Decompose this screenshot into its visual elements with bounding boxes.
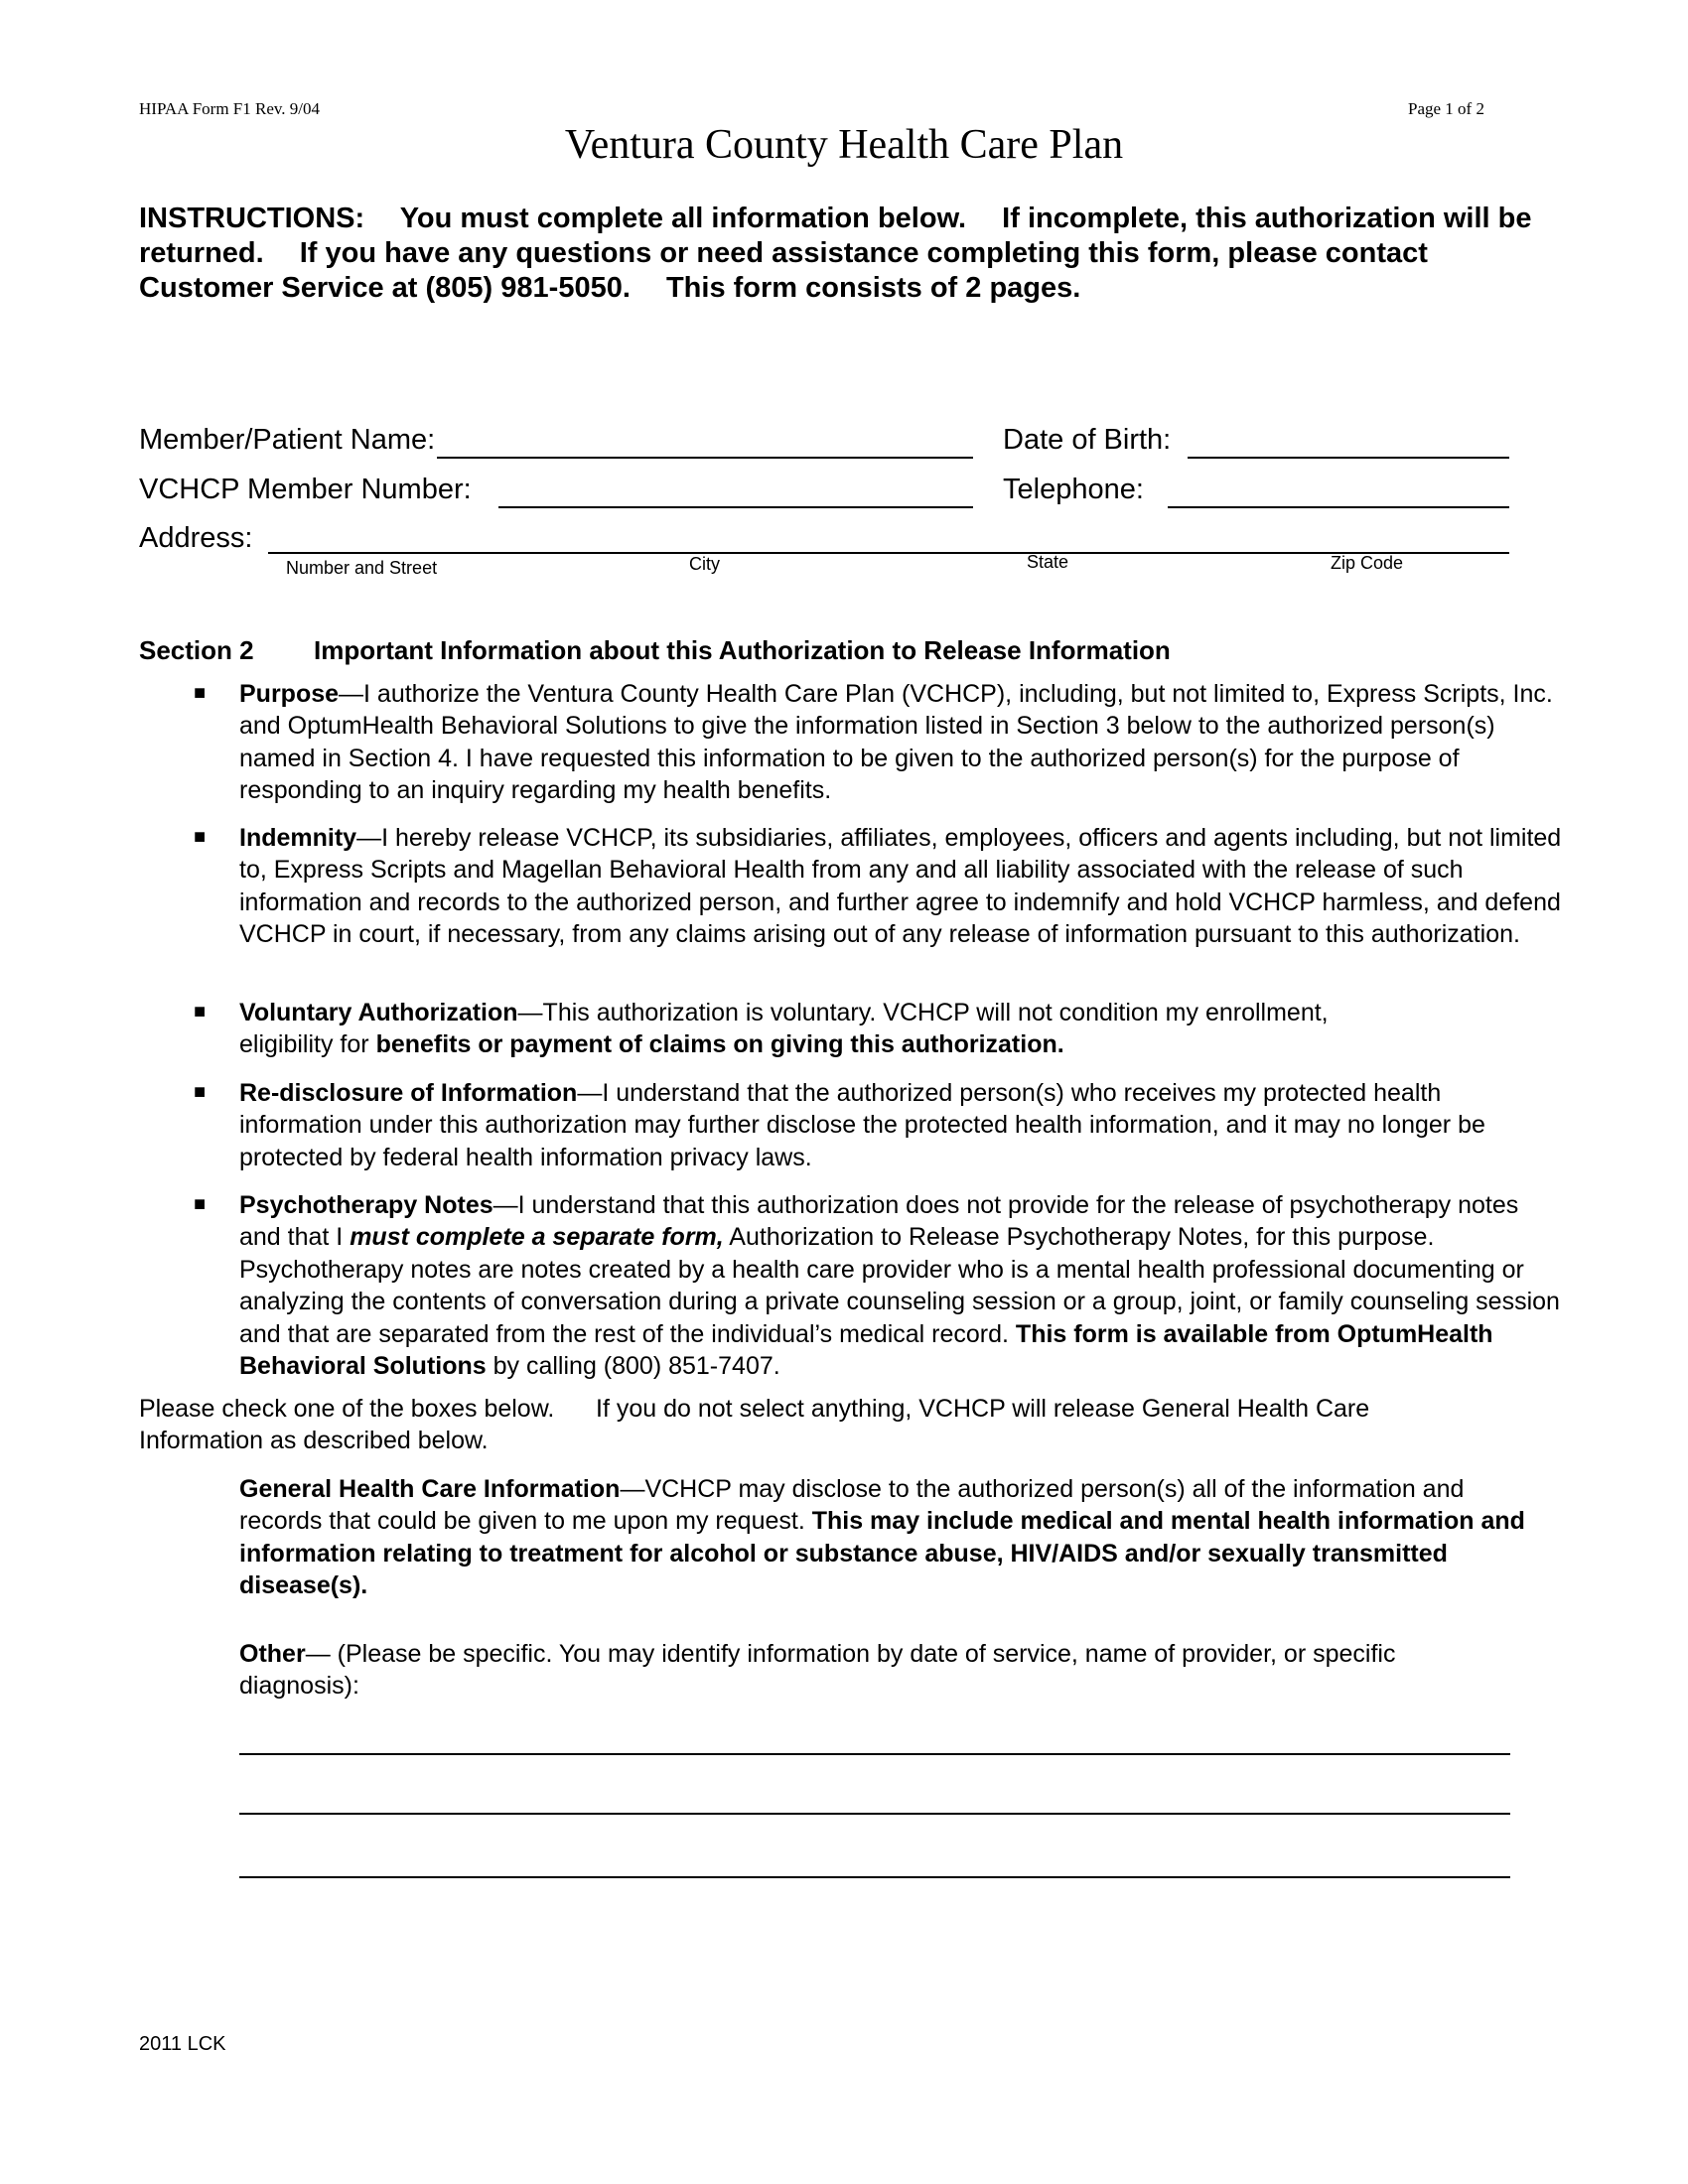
address-label: Address: xyxy=(139,522,253,554)
address-field[interactable] xyxy=(268,522,1509,554)
check-instruction-2: If you do not select anything, VCHCP will release General Health Care Information as described below. xyxy=(139,1395,1370,1455)
psychotherapy-text-2: Authorization to Release Psychotherapy Notes, for this purpose. Psychotherapy notes are notes created by a health care provider who is a mental health professional documenting or analyzing the contents of conversation during a private counseling session or a group, joint, or family counseling session and that are separated from the rest of the individual’s medical record. xyxy=(239,1223,1560,1348)
telephone-label: Telephone: xyxy=(1003,474,1144,505)
telephone-field[interactable] xyxy=(1168,475,1509,508)
check-instruction xyxy=(139,1393,1430,1457)
member-number-label: VCHCP Member Number: xyxy=(139,474,472,505)
psychotherapy-text-3: by calling (800) 851-7407. xyxy=(486,1352,780,1381)
voluntary-heading: Voluntary Authorization xyxy=(239,999,518,1026)
purpose-heading: Purpose xyxy=(239,680,340,708)
footer-code: 2011 LCK xyxy=(139,2033,226,2055)
general-info-heading: General Health Care Information xyxy=(239,1475,621,1503)
check-instruction-1: Please check one of the boxes below. xyxy=(139,1395,555,1423)
bullet-redisclosure xyxy=(194,1077,1564,1173)
purpose-text: —I authorize the Ventura County Health Care Plan (VCHCP), including, but not limited to, Express Scripts, Inc. and OptumHealth Behavioral Solutions to give the information listed in Section 3 below to the authorized person(s) named in Section 4. I have requested this information to be given to the authorized person(s) for the purpose of responding to an inquiry regarding my health benefits. xyxy=(239,680,1553,805)
instructions-sentence-1: You must complete all information below. xyxy=(399,203,967,234)
instructions-sentence-2: If incomplete, this authorization will be returned. xyxy=(139,203,1532,269)
page-number: Page 1 of 2 xyxy=(1408,99,1484,118)
bullet-square-icon: ■ xyxy=(194,1081,207,1103)
psychotherapy-separate-form: must complete a separate form, xyxy=(350,1223,724,1252)
section-2-heading xyxy=(139,635,1171,666)
other-option xyxy=(239,1638,1480,1703)
member-number-field[interactable] xyxy=(498,475,973,508)
voluntary-bold-text: benefits or payment of claims on giving this authorization. xyxy=(375,1030,1064,1059)
bullet-indemnity xyxy=(194,822,1564,951)
redisclosure-text: —I understand that the authorized person(s) who receives my protected health information under this authorization may further disclose the protected health information, and it may no longer be protected by federal health information privacy laws. xyxy=(239,1079,1485,1171)
instructions xyxy=(139,202,1559,306)
psychotherapy-text-1: —I understand that this authorization does not provide for the release of psychotherapy notes and that I xyxy=(239,1191,1519,1252)
address-city-caption: City xyxy=(689,554,720,574)
bullet-square-icon: ■ xyxy=(194,1001,207,1023)
member-name-label: Member/Patient Name: xyxy=(139,424,436,456)
instructions-sentence-3: If you have any questions or need assistance completing this form, please contact Customer Service at (805) 981-5050. xyxy=(139,237,1428,304)
indemnity-text: —I hereby release VCHCP, its subsidiaries, affiliates, employees, officers and agents including, but not limited to, Express Scripts and Magellan Behavioral Health from any and all liability associated with the release of such information and records to the authorized person, and further agree to indemnify and hold VCHCP harmless, and defend VCHCP in court, if necessary, from any claims arising out of any release of information pursuant to this authorization. xyxy=(239,824,1562,949)
instructions-label: INSTRUCTIONS: xyxy=(139,203,365,234)
bullet-square-icon: ■ xyxy=(194,1193,207,1215)
other-heading: Other xyxy=(239,1640,306,1668)
member-name-field[interactable] xyxy=(437,425,973,459)
other-specify-line-1[interactable] xyxy=(239,1727,1510,1755)
page-title: Ventura County Health Care Plan xyxy=(564,122,1124,168)
voluntary-text: —This authorization is voluntary. VCHCP will not condition my enrollment, eligibility for xyxy=(239,999,1329,1059)
dob-field[interactable] xyxy=(1188,425,1509,459)
section-2-number: Section 2 xyxy=(139,635,254,665)
other-specify-line-3[interactable] xyxy=(239,1850,1510,1878)
section-2-title: Important Information about this Authorization to Release Information xyxy=(314,635,1171,665)
redisclosure-heading: Re-disclosure of Information xyxy=(239,1079,578,1107)
bullet-purpose xyxy=(194,678,1564,807)
general-health-care-option xyxy=(239,1473,1540,1602)
address-zip-caption: Zip Code xyxy=(1331,553,1404,573)
bullet-psychotherapy xyxy=(194,1189,1564,1382)
bullet-square-icon: ■ xyxy=(194,682,207,704)
bullet-square-icon: ■ xyxy=(194,826,207,848)
indemnity-heading: Indemnity xyxy=(239,824,357,852)
psychotherapy-heading: Psychotherapy Notes xyxy=(239,1191,493,1219)
form-id: HIPAA Form F1 Rev. 9/04 xyxy=(139,99,320,118)
instructions-sentence-4: This form consists of 2 pages. xyxy=(665,272,1081,304)
bullet-voluntary xyxy=(194,997,1425,1061)
psychotherapy-form-available: This form is available from OptumHealth Behavioral Solutions xyxy=(239,1319,1493,1381)
general-info-text: —VCHCP may disclose to the authorized person(s) all of the information and records that could be given to me upon my request. xyxy=(239,1475,1465,1536)
dob-label: Date of Birth: xyxy=(1003,424,1172,456)
address-street-caption: Number and Street xyxy=(286,558,438,578)
general-info-bold-text: This may include medical and mental health information and information relating to treatment for alcohol or substance abuse, HIV/AIDS and/or sexually transmitted disease(s). xyxy=(239,1507,1525,1600)
other-text: — (Please be specific. You may identify information by date of service, name of provider, or specific diagnosis): xyxy=(239,1640,1396,1701)
address-state-caption: State xyxy=(1027,552,1069,572)
other-specify-line-2[interactable] xyxy=(239,1787,1510,1815)
